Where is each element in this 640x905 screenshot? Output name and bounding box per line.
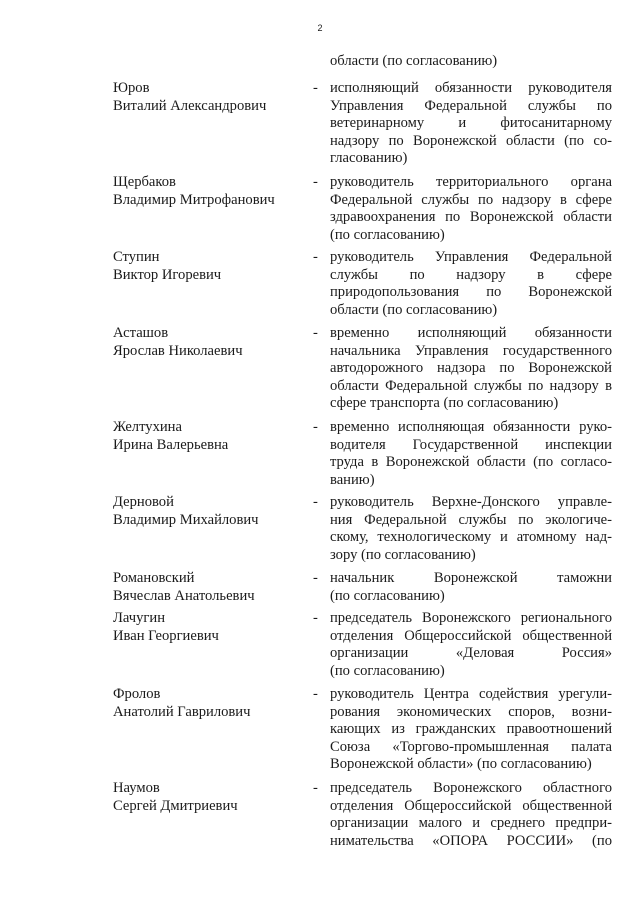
member-surname: Наумов [113,780,160,796]
position-line: области Федеральной службы по надзору в [330,377,612,394]
member-name [113,570,303,605]
position-line: (по согласованию) [330,226,445,243]
member-name [113,80,303,115]
member-position [330,494,612,564]
position-line: отделения Общероссийской общественной [330,797,612,814]
position-line: труда в Воронежской области (по согласо- [330,454,612,471]
position-line: Федеральной службы по надзору в сфере [330,191,612,208]
member-given-names: Ирина Валерьевна [113,436,229,453]
list-dash: - [313,570,318,586]
position-line: исполняющий обязанности руководителя [330,80,612,96]
member-position [330,686,612,774]
member-position [330,80,612,168]
member-position [330,325,612,413]
list-dash: - [313,325,318,341]
page-number: 2 [317,23,323,33]
position-line: организации малого и среднего предпри- [330,815,612,832]
member-name [113,780,303,815]
member-name [113,249,303,284]
position-line: (по согласованию) [330,587,445,604]
member-surname: Романовский [113,570,195,586]
position-line: председатель Воронежского регионального [330,610,612,626]
position-line: председатель Воронежского областного [330,780,612,796]
list-dash: - [313,686,318,702]
member-name [113,174,303,209]
list-dash: - [313,419,318,435]
position-line: автодорожного надзора по Воронежской [330,360,612,377]
member-given-names: Сергей Дмитриевич [113,797,238,814]
position-line: ветеринарному и фитосанитарному [330,115,612,132]
position-line: руководитель Центра содействия урегули- [330,686,612,702]
member-given-names: Виктор Игоревич [113,266,222,283]
member-given-names: Анатолий Гаврилович [113,703,251,720]
list-dash: - [313,780,318,796]
position-line: организации «Деловая Россия» [330,645,612,662]
member-surname: Лачугин [113,610,166,626]
member-position [330,610,612,680]
position-line: руководитель территориального органа [330,174,612,190]
position-line: ванию) [330,471,375,488]
member-given-names: Ярослав Николаевич [113,342,243,359]
member-given-names: Иван Георгиевич [113,627,219,644]
member-position [330,570,612,605]
list-dash: - [313,80,318,96]
position-line: сфере транспорта (по согласованию) [330,395,559,412]
position-line: Союза «Торгово-промышленная палата [330,738,612,755]
list-dash: - [313,249,318,265]
position-line: начальник Воронежской таможни [330,570,612,586]
member-surname: Юров [113,80,150,96]
position-line: кающих из гражданских правоотношений [330,721,612,738]
position-line: службы по надзору в сфере [330,266,612,283]
member-name [113,419,303,454]
position-line: водителя Государственной инспекции [330,436,612,453]
member-given-names: Владимир Михайлович [113,511,259,528]
position-line: отделения Общероссийской общественной [330,627,612,644]
list-dash: - [313,494,318,510]
member-surname: Дерновой [113,494,174,510]
member-name [113,325,303,360]
position-line: начальника Управления государственного [330,342,612,359]
position-line: ния Федеральной службы по экологиче- [330,511,612,528]
member-given-names: Вячеслав Анатольевич [113,587,255,604]
member-given-names: Владимир Митрофанович [113,191,275,208]
member-given-names: Виталий Александрович [113,97,267,114]
position-line: Управления Федеральной службы по [330,97,612,114]
member-surname: Асташов [113,325,169,341]
continued-text: области (по согласованию) [330,53,498,69]
position-line: (по согласованию) [330,662,445,679]
member-name [113,686,303,721]
member-surname: Желтухина [113,419,182,435]
position-line: надзору по Воронежской области (по со- [330,132,612,149]
member-position [330,174,612,244]
position-line: здравоохранения по Воронежской области [330,209,612,226]
position-line: временно исполняющая обязанности руко- [330,419,612,435]
position-line: скому, технологическому и атомному над- [330,529,612,546]
position-line: природопользования по Воронежской [330,284,612,301]
position-line: временно исполняющий обязанности [330,325,612,341]
list-dash: - [313,610,318,626]
position-line: гласованию) [330,150,408,167]
position-line: руководитель Управления Федеральной [330,249,612,265]
member-name [113,610,303,645]
position-line: зору (по согласованию) [330,546,476,563]
member-surname: Щербаков [113,174,176,190]
member-surname: Ступин [113,249,160,265]
position-line: рования экономических споров, возни- [330,703,612,720]
position-line: нимательства «ОПОРА РОССИИ» (по [330,832,612,849]
member-name [113,494,303,529]
list-dash: - [313,174,318,190]
position-line: руководитель Верхне-Донского управле- [330,494,612,510]
member-position [330,249,612,319]
position-line: Воронежской области» (по согласованию) [330,756,592,773]
member-surname: Фролов [113,686,161,702]
member-position [330,419,612,489]
member-position [330,780,612,850]
position-line: области (по согласованию) [330,301,498,318]
